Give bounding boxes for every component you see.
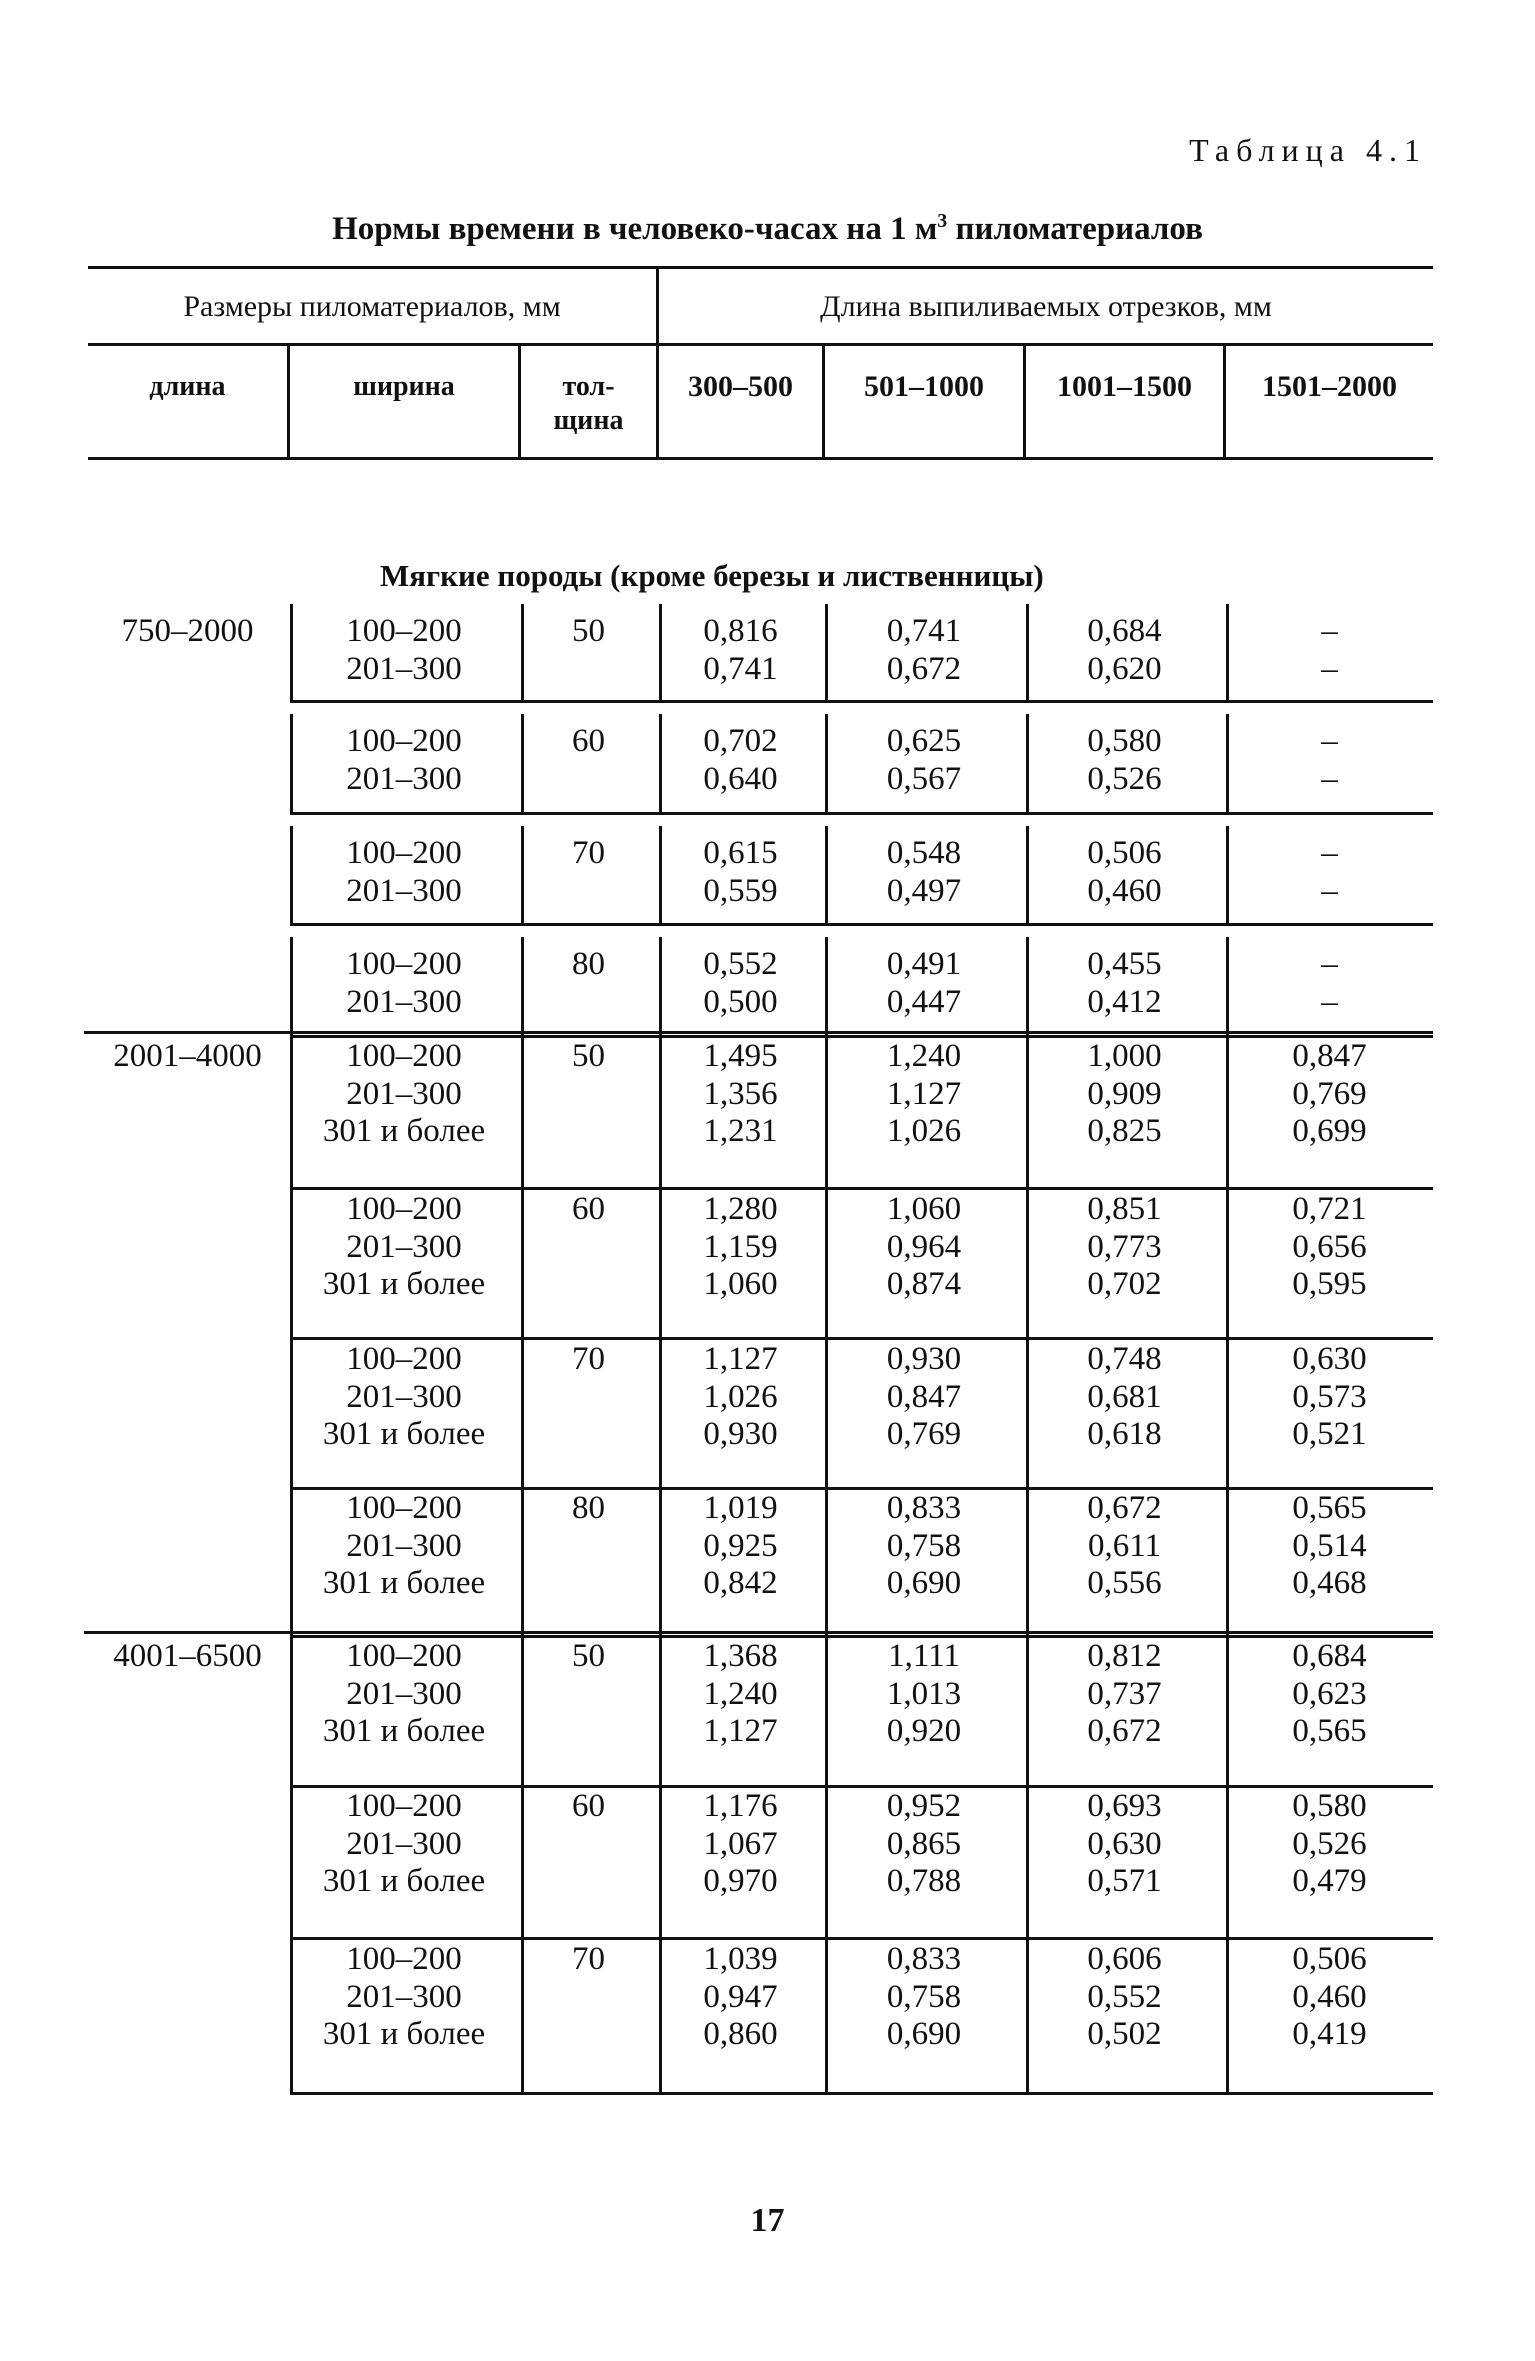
value-cell: 0,741: [886, 613, 962, 649]
column-divider: [659, 937, 662, 1038]
value-cell: 0,526: [1292, 1825, 1367, 1862]
value-cell: –: [1321, 723, 1338, 759]
value-cell: 0,620: [1087, 650, 1162, 687]
value-cell: 0,847: [1292, 1038, 1367, 1074]
value-cell: 1,111: [888, 1638, 960, 1674]
column-divider: [521, 714, 524, 815]
table-label: Таблица 4.1: [1189, 132, 1427, 168]
column-divider: [1226, 1029, 1229, 1190]
header-col-thickness-line2: щина: [553, 405, 624, 436]
value-cell: –: [1321, 613, 1338, 649]
value-cell: 0,788: [886, 1863, 962, 1899]
width-cell: 201–300: [346, 1075, 462, 1112]
width-cell: 201–300: [346, 1675, 462, 1712]
width-cell: 100–200: [346, 1191, 462, 1227]
value-cell: 0,672: [886, 650, 962, 687]
value-cell: 0,571: [1087, 1863, 1162, 1899]
value-cell: 0,552: [1087, 1978, 1162, 2015]
value-cell: 0,455: [1087, 946, 1162, 982]
value-cell: 0,769: [1292, 1075, 1367, 1112]
value-cell: 0,502: [1087, 2016, 1162, 2052]
table-title-suffix: пиломатериалов: [947, 211, 1203, 247]
column-divider: [1226, 1629, 1229, 1788]
column-divider: [290, 1481, 293, 1638]
value-cell: 0,552: [703, 946, 778, 982]
value-cell: 1,127: [703, 1341, 778, 1377]
value-cell: 1,060: [703, 1266, 778, 1302]
value-cell: 0,506: [1292, 1941, 1367, 1977]
value-cell: 1,026: [703, 1378, 778, 1415]
column-divider: [659, 1629, 662, 1788]
value-cell: –: [1321, 872, 1338, 909]
column-divider: [290, 714, 293, 815]
header-group-sizes: Размеры пиломатериалов, мм: [183, 290, 561, 323]
value-cell: 0,773: [1087, 1228, 1162, 1265]
value-cell: 0,412: [1087, 983, 1162, 1020]
column-divider: [825, 1481, 828, 1638]
value-cell: 0,930: [703, 1416, 778, 1452]
column-divider: [1226, 1932, 1229, 2095]
value-cell: 0,702: [1087, 1266, 1162, 1302]
column-divider: [825, 1932, 828, 2095]
width-cell: 201–300: [346, 1527, 462, 1564]
column-divider: [659, 1779, 662, 1940]
column-divider: [521, 1332, 524, 1490]
value-cell: 0,702: [703, 723, 778, 759]
column-divider: [1026, 1029, 1029, 1190]
column-divider: [521, 1779, 524, 1940]
column-divider: [290, 937, 293, 1038]
group-separator-rule: [84, 1031, 1433, 1034]
width-cell: 201–300: [346, 760, 462, 797]
thickness-cell: 50: [572, 613, 605, 649]
column-divider: [521, 1029, 524, 1190]
value-cell: 0,690: [886, 2016, 962, 2052]
group-length-label: 2001–4000: [113, 1038, 262, 1074]
value-cell: 0,874: [886, 1266, 962, 1302]
group-separator-rule: [84, 1631, 1433, 1634]
width-cell: 100–200: [346, 613, 462, 649]
value-cell: 0,580: [1087, 723, 1162, 759]
value-cell: 0,865: [886, 1825, 962, 1862]
value-cell: 0,699: [1292, 1113, 1367, 1149]
column-divider: [1026, 1182, 1029, 1340]
width-cell: 201–300: [346, 1825, 462, 1862]
width-cell: 100–200: [346, 835, 462, 871]
value-cell: 0,851: [1087, 1191, 1162, 1227]
thickness-cell: 80: [572, 1490, 605, 1526]
thickness-cell: 60: [572, 723, 605, 759]
value-cell: 0,606: [1087, 1941, 1162, 1977]
value-cell: 0,947: [703, 1978, 778, 2015]
value-cell: 0,500: [703, 983, 778, 1020]
value-cell: 0,741: [703, 650, 778, 687]
column-divider: [1226, 1332, 1229, 1490]
width-cell: 201–300: [346, 1378, 462, 1415]
column-divider: [521, 1481, 524, 1638]
column-divider: [1026, 826, 1029, 926]
value-cell: 0,842: [703, 1565, 778, 1601]
value-cell: 0,514: [1292, 1527, 1367, 1564]
value-cell: 1,280: [703, 1191, 778, 1227]
column-divider: [825, 1332, 828, 1490]
column-divider: [659, 1332, 662, 1490]
thickness-cell: 50: [572, 1638, 605, 1674]
value-cell: 0,580: [1292, 1788, 1367, 1824]
value-cell: 0,758: [886, 1527, 962, 1564]
width-cell: 201–300: [346, 1978, 462, 2015]
value-cell: 1,067: [703, 1825, 778, 1862]
header-range-1: 300–500: [688, 370, 793, 403]
value-cell: 0,693: [1087, 1788, 1162, 1824]
value-cell: 0,748: [1087, 1341, 1162, 1377]
value-cell: 0,825: [1087, 1113, 1162, 1149]
column-divider: [1226, 714, 1229, 815]
column-divider: [1226, 937, 1229, 1038]
table-title-superscript: 3: [937, 210, 948, 232]
value-cell: –: [1321, 983, 1338, 1020]
block-bottom-rule: [290, 812, 1433, 815]
value-cell: 0,630: [1292, 1341, 1367, 1377]
column-divider: [825, 714, 828, 815]
value-cell: 1,000: [1087, 1038, 1162, 1074]
value-cell: 0,506: [1087, 835, 1162, 871]
value-cell: 0,816: [703, 613, 778, 649]
value-cell: 0,964: [886, 1228, 962, 1265]
column-divider: [521, 1182, 524, 1340]
width-cell: 301 и более: [322, 1565, 486, 1601]
width-cell: 301 и более: [322, 1266, 486, 1302]
header-col-length: длина: [149, 371, 226, 402]
thickness-cell: 80: [572, 946, 605, 982]
value-cell: 1,026: [886, 1113, 962, 1149]
column-divider: [290, 826, 293, 926]
width-cell: 301 и более: [322, 1863, 486, 1899]
column-divider: [659, 1932, 662, 2095]
width-cell: 201–300: [346, 872, 462, 909]
value-cell: 0,737: [1087, 1675, 1162, 1712]
column-divider: [659, 714, 662, 815]
width-cell: 100–200: [346, 1490, 462, 1526]
block-bottom-rule: [290, 2092, 1433, 2095]
header-col-thickness-line1: тол-: [562, 371, 615, 402]
column-divider: [1026, 604, 1029, 703]
header-col-thickness: [521, 370, 656, 438]
header-range-4: 1501–2000: [1262, 370, 1397, 403]
column-divider: [521, 826, 524, 926]
column-divider: [825, 604, 828, 703]
value-cell: 0,909: [1087, 1075, 1162, 1112]
thickness-cell: 70: [572, 1341, 605, 1377]
value-cell: 0,548: [886, 835, 962, 871]
header-range-2: 501–1000: [864, 370, 984, 403]
width-cell: 301 и более: [322, 1713, 486, 1749]
value-cell: 0,684: [1087, 613, 1162, 649]
value-cell: 1,495: [703, 1038, 778, 1074]
group-length-label: 750–2000: [121, 613, 254, 649]
value-cell: –: [1321, 835, 1338, 871]
value-cell: 0,497: [886, 872, 962, 909]
column-divider: [521, 937, 524, 1038]
value-cell: 1,127: [703, 1713, 778, 1749]
width-cell: 201–300: [346, 650, 462, 687]
width-cell: 100–200: [346, 1638, 462, 1674]
section-title: Мягкие породы (кроме березы и лиственницы): [380, 558, 1044, 593]
value-cell: 0,970: [703, 1863, 778, 1899]
column-divider: [659, 604, 662, 703]
width-cell: 100–200: [346, 1941, 462, 1977]
column-divider: [290, 1332, 293, 1490]
column-divider: [659, 826, 662, 926]
column-divider: [1226, 1779, 1229, 1940]
value-cell: 1,039: [703, 1941, 778, 1977]
column-divider: [1226, 826, 1229, 926]
column-divider: [825, 1029, 828, 1190]
value-cell: 0,595: [1292, 1266, 1367, 1302]
value-cell: 0,812: [1087, 1638, 1162, 1674]
value-cell: 0,672: [1087, 1490, 1162, 1526]
column-divider: [290, 604, 293, 703]
value-cell: 0,833: [886, 1490, 962, 1526]
value-cell: 1,176: [703, 1788, 778, 1824]
column-divider: [825, 937, 828, 1038]
value-cell: 0,521: [1292, 1416, 1367, 1452]
thickness-cell: 70: [572, 1941, 605, 1977]
value-cell: 0,611: [1087, 1527, 1162, 1564]
width-cell: 201–300: [346, 1228, 462, 1265]
width-cell: 100–200: [346, 723, 462, 759]
column-divider: [1226, 1481, 1229, 1638]
column-divider: [659, 1029, 662, 1190]
column-divider: [1026, 937, 1029, 1038]
value-cell: 1,127: [886, 1075, 962, 1112]
thickness-cell: 50: [572, 1038, 605, 1074]
column-divider: [1026, 1932, 1029, 2095]
column-divider: [290, 1932, 293, 2095]
width-cell: 100–200: [346, 1788, 462, 1824]
value-cell: 0,468: [1292, 1565, 1367, 1601]
value-cell: 0,930: [886, 1341, 962, 1377]
value-cell: 0,925: [703, 1527, 778, 1564]
value-cell: 1,019: [703, 1490, 778, 1526]
value-cell: 1,356: [703, 1075, 778, 1112]
column-divider: [825, 826, 828, 926]
column-divider: [1026, 1332, 1029, 1490]
value-cell: 0,672: [1087, 1713, 1162, 1749]
value-cell: 0,615: [703, 835, 778, 871]
column-divider: [825, 1779, 828, 1940]
value-cell: 0,769: [886, 1416, 962, 1452]
value-cell: 0,758: [886, 1978, 962, 2015]
thickness-cell: 70: [572, 835, 605, 871]
column-divider: [521, 1629, 524, 1788]
value-cell: 0,479: [1292, 1863, 1367, 1899]
column-divider: [290, 1182, 293, 1340]
value-cell: 0,447: [886, 983, 962, 1020]
value-cell: 0,847: [886, 1378, 962, 1415]
group-length-label: 4001–6500: [113, 1638, 262, 1674]
column-divider: [659, 1481, 662, 1638]
column-divider: [825, 1182, 828, 1340]
column-divider: [659, 1182, 662, 1340]
column-divider: [1226, 1182, 1229, 1340]
width-cell: 100–200: [346, 1038, 462, 1074]
column-divider: [290, 1779, 293, 1940]
value-cell: 0,721: [1292, 1191, 1367, 1227]
width-cell: 301 и более: [322, 1416, 486, 1452]
thickness-cell: 60: [572, 1191, 605, 1227]
header-col-width: ширина: [353, 371, 455, 402]
value-cell: 1,240: [703, 1675, 778, 1712]
value-cell: 0,681: [1087, 1378, 1162, 1415]
value-cell: 0,559: [703, 872, 778, 909]
value-cell: 1,060: [886, 1191, 962, 1227]
value-cell: 1,013: [886, 1675, 962, 1712]
value-cell: 0,684: [1292, 1638, 1367, 1674]
thickness-cell: 60: [572, 1788, 605, 1824]
value-cell: –: [1321, 760, 1338, 797]
column-divider: [521, 604, 524, 703]
width-cell: 301 и более: [322, 2016, 486, 2052]
value-cell: 0,460: [1087, 872, 1162, 909]
value-cell: 0,656: [1292, 1228, 1367, 1265]
width-cell: 100–200: [346, 946, 462, 982]
value-cell: 0,491: [886, 946, 962, 982]
value-cell: 0,618: [1087, 1416, 1162, 1452]
page-number: 17: [750, 2202, 785, 2239]
header-range-3: 1001–1500: [1057, 370, 1192, 403]
value-cell: 0,526: [1087, 760, 1162, 797]
value-cell: 0,640: [703, 760, 778, 797]
width-cell: 201–300: [346, 983, 462, 1020]
value-cell: –: [1321, 650, 1338, 687]
column-divider: [1026, 714, 1029, 815]
value-cell: 0,460: [1292, 1978, 1367, 2015]
value-cell: 0,690: [886, 1565, 962, 1601]
column-divider: [1026, 1481, 1029, 1638]
value-cell: 0,860: [703, 2016, 778, 2052]
column-divider: [825, 1629, 828, 1788]
column-divider: [521, 1932, 524, 2095]
value-cell: 1,368: [703, 1638, 778, 1674]
column-divider: [1026, 1779, 1029, 1940]
width-cell: 301 и более: [322, 1113, 486, 1149]
value-cell: 0,833: [886, 1941, 962, 1977]
value-cell: 0,567: [886, 760, 962, 797]
value-cell: 0,419: [1292, 2016, 1367, 2052]
column-divider: [290, 1629, 293, 1788]
value-cell: 0,565: [1292, 1490, 1367, 1526]
value-cell: 1,240: [886, 1038, 962, 1074]
header-group-lengths: Длина выпиливаемых отрезков, мм: [820, 290, 1272, 323]
value-cell: –: [1321, 946, 1338, 982]
table-title-text: Нормы времени в человеко-часах на 1 м: [332, 211, 938, 247]
header-top-rule: [88, 266, 1433, 269]
value-cell: 1,159: [703, 1228, 778, 1265]
column-divider: [1226, 604, 1229, 703]
value-cell: 0,625: [886, 723, 962, 759]
block-bottom-rule: [290, 923, 1433, 926]
value-cell: 0,920: [886, 1713, 962, 1749]
column-divider: [290, 1029, 293, 1190]
value-cell: 1,231: [703, 1113, 778, 1149]
width-cell: 100–200: [346, 1341, 462, 1377]
value-cell: 0,952: [886, 1788, 962, 1824]
value-cell: 0,573: [1292, 1378, 1367, 1415]
table-title: [0, 210, 1535, 248]
value-cell: 0,565: [1292, 1713, 1367, 1749]
value-cell: 0,623: [1292, 1675, 1367, 1712]
value-cell: 0,556: [1087, 1565, 1162, 1601]
block-bottom-rule: [290, 700, 1433, 703]
column-divider: [1026, 1629, 1029, 1788]
value-cell: 0,630: [1087, 1825, 1162, 1862]
